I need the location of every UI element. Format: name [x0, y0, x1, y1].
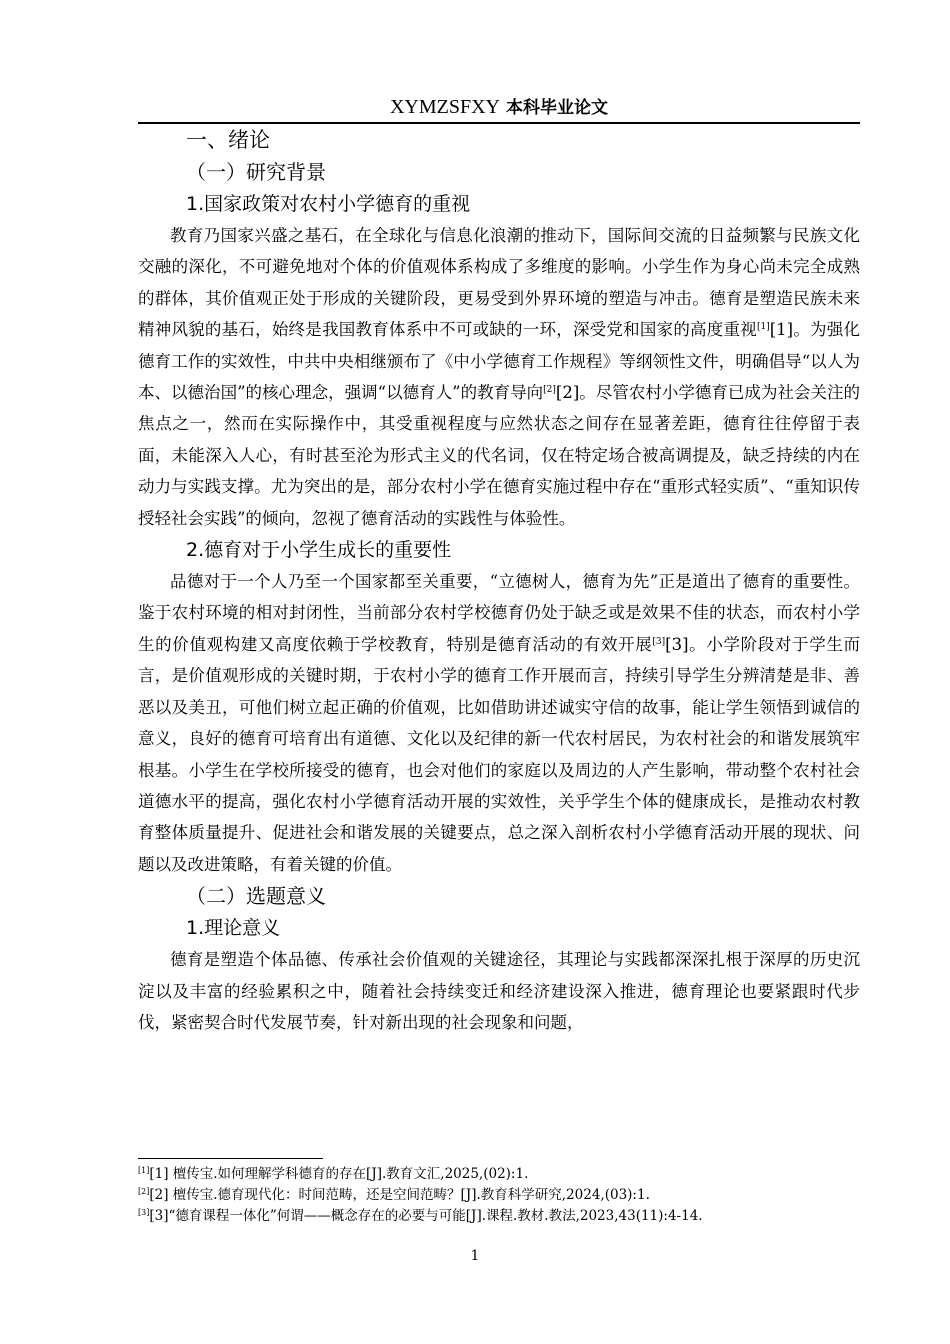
subsection-heading-importance: 2.德育对于小学生成长的重要性 — [186, 539, 452, 562]
page-number: 1 — [470, 1248, 480, 1264]
footnote-item: [1][1] 檀传宝.如何理解学科德育的存在[J].教育文汇,2025,(02):1. — [138, 1166, 529, 1182]
chapter-heading: 一、绪论 — [186, 128, 270, 152]
footnote-ref-1[interactable]: [1] — [756, 322, 770, 333]
paragraph-policy: 教育乃国家兴盛之基石，在全球化与信息化浪潮的推动下，国际间交流的日益频繁与民族文化交融的深化，不可避免地对个体的价值观体系构成了多维度的影响。小学生作为身心尚未完全成熟的群体，其价值观正处于形成的关键阶段，更易受到外界环境的塑造与冲击。德育是塑造民族未来精神风貌的基石，始终是我国教育体系中不可或缺的一环，深受党和国家的高度重视[1][1]。为强化德育工作的实效性，中共中央相继颁布了《中小学德育工作规程》等纲领性文件，明确倡导“以人为本、以德治国”的核心理念，强调“以德育人”的教育导向[2][2]。尽管农村小学德育已成为社会关注的焦点之一，然而在实际操作中，其受重视程度与应然状态之间存在显著差距，德育往往停留于表面，未能深入人心，有时甚至沦为形式主义的代名词，仅在特定场合被高调提及，缺乏持续的内在动力与实践支撑。尤为突出的是，部分农村小学在德育实施过程中存在“重形式轻实质”、“重知识传授轻社会实践”的倾向，忽视了德育活动的实践性与体验性。 — [138, 226, 861, 528]
footnote-ref-2[interactable]: [2] — [543, 385, 556, 396]
main-content — [138, 124, 860, 1038]
section-heading-significance: （二）选题意义 — [186, 884, 326, 909]
page-header — [138, 92, 860, 124]
footnote-ref-3[interactable]: [3] — [652, 636, 666, 647]
subsection-heading-theory: 1.理论意义 — [186, 917, 281, 940]
footnote-separator — [138, 1158, 323, 1159]
header-code: XYMZSFXY — [389, 96, 500, 118]
header-title: 本科毕业论文 — [506, 98, 609, 118]
section-heading-background: （一）研究背景 — [186, 160, 326, 184]
footnote-item: [2][2] 檀传宝.德育现代化：时间范畴，还是空间范畴？[J].教育科学研究,2024,(03):1. — [138, 1187, 650, 1203]
footnotes — [138, 1164, 860, 1227]
footnote-item: [3][3]“德育课程一体化”何谓——概念存在的必要与可能[J].课程.教材.教法,2023,43(11):4-14. — [138, 1208, 703, 1224]
paragraph-theory: 德育是塑造个体品德、传承社会价值观的关键途径，其理论与实践都深深扎根于深厚的历史沉淀以及丰富的经验累积之中，随着社会持续变迁和经济建设深入推进，德育理论也要紧跟时代步伐，紧密契合时代发展节奏，针对新出现的社会现象和问题， — [138, 950, 860, 1032]
paragraph-importance: 品德对于一个人乃至一个国家都至关重要，“立德树人，德育为先”正是道出了德育的重要性。鉴于农村环境的相对封闭性，当前部分农村学校德育仍处于缺乏或是效果不佳的状态，而农村小学生的价值观构建又高度依赖于学校教育，特别是德育活动的有效开展[3][3]。小学阶段对于学生而言，是价值观形成的关键时期，于农村小学的德育工作开展而言，持续引导学生分辨清楚是非、善恶以及美丑，可他们树立起正确的价值观，比如借助讲述诚实守信的故事，能让学生领悟到诚信的意义，良好的德育可培育出有道德、文化以及纪律的新一代农村居民，为农村社会的和谐发展筑牢根基。小学生在学校所接受的德育，也会对他们的家庭以及周边的人产生影响，带动整个农村社会道德水平的提高，强化农村小学德育活动开展的实效性，关乎学生个体的健康成长，是推动农村教育整体质量提升、促进社会和谐发展的关键要点，总之深入剖析农村小学德育活动开展的现状、问题以及改进策略，有着关键的价值。 — [138, 572, 861, 874]
subsection-heading-policy: 1.国家政策对农村小学德育的重视 — [186, 193, 471, 215]
